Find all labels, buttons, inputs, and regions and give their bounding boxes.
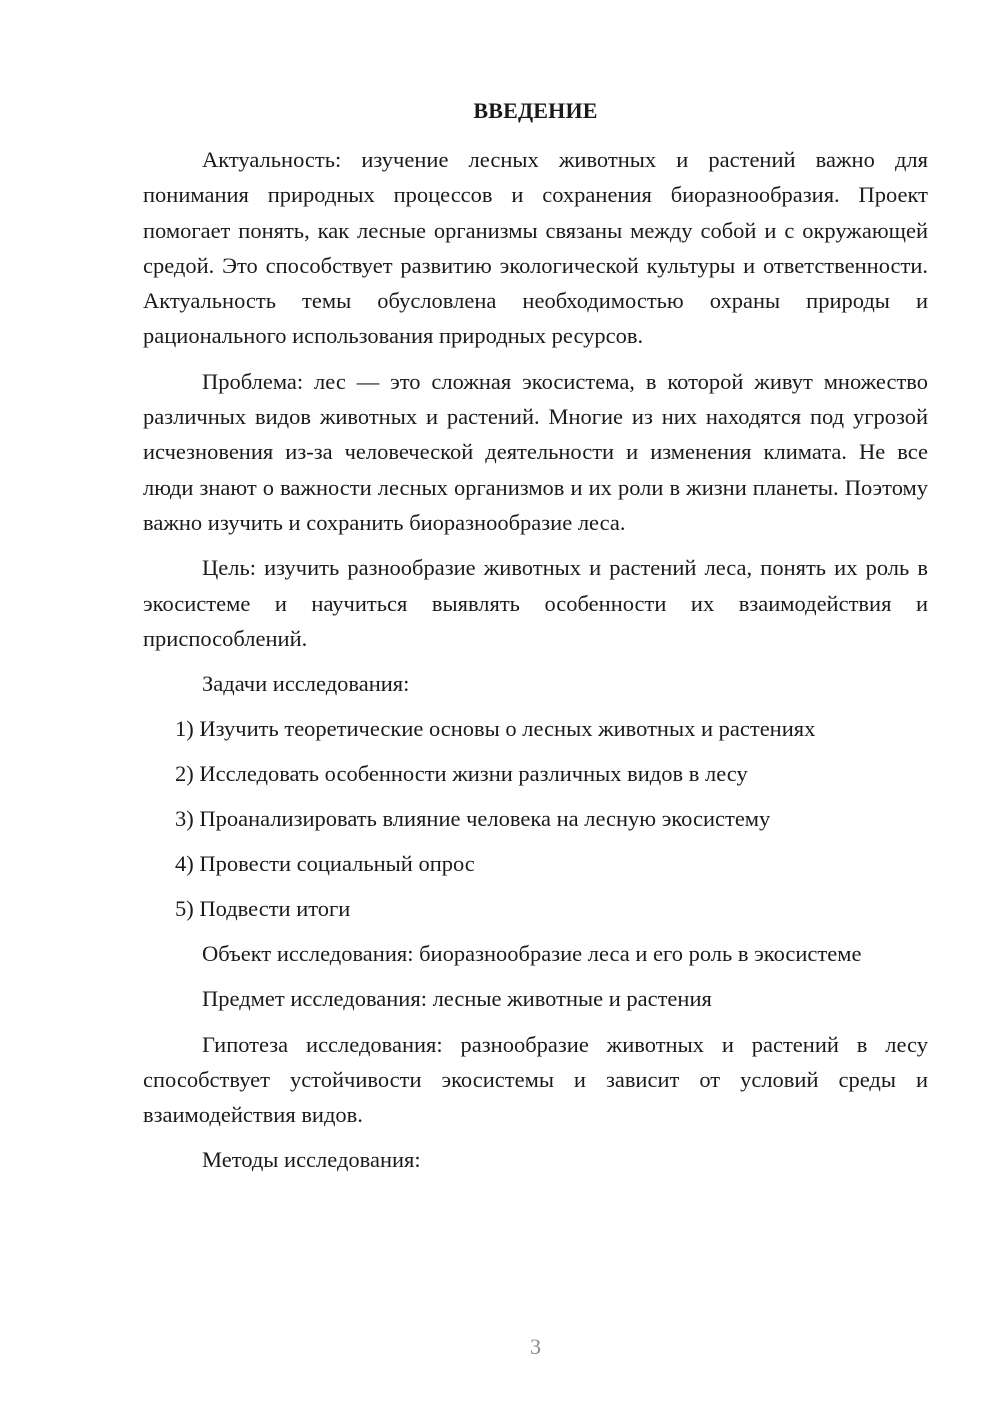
list-item: 3) Проанализировать влияние человека на лесную экосистему <box>175 806 771 832</box>
paragraph-problem: Проблема: лес — это сложная экосистема, в которой живут множество различных видов животных и растений. Многие из них находятся под угрозой исчезновения из-за человеческой деятельности и изменения климата. Не все люди знают о важности лесных организмов и их роли в жизни планеты. Поэтому важно изучить и сохранить биоразнообразие леса. <box>143 368 928 535</box>
paragraph-relevance: Актуальность: изучение лесных животных и растений важно для понимания природных процессов и сохранения биоразнообразия. Проект помогает понять, как лесные организмы связаны между собой и с окружающей средой. Это способствует развитию экологической культуры и ответственности. Актуальность темы обусловлена необходимостью охраны природы и рационального использования природных ресурсов. <box>143 147 928 349</box>
list-item: 4) Провести социальный опрос <box>175 851 475 877</box>
page-number: 3 <box>530 1334 541 1359</box>
document-body <box>143 142 928 1188</box>
paragraph-hypothesis: Гипотеза исследования: разнообразие животных и растений в лесу способствует устойчивости экосистемы и зависит от условий среды и взаимодействия видов. <box>143 1031 928 1128</box>
tasks-list <box>143 711 928 926</box>
tasks-heading: Задачи исследования: <box>202 671 410 697</box>
document-page <box>143 0 928 1414</box>
paragraph-object: Объект исследования: биоразнообразие леса и его роль в экосистеме <box>202 940 862 966</box>
list-item: 1) Изучить теоретические основы о лесных животных и растениях <box>175 716 816 742</box>
paragraph-subject: Предмет исследования: лесные животные и растения <box>202 986 712 1012</box>
list-item: 2) Исследовать особенности жизни различных видов в лесу <box>175 761 748 787</box>
methods-heading: Методы исследования: <box>202 1147 421 1173</box>
paragraph-goal: Цель: изучить разнообразие животных и растений леса, понять их роль в экосистеме и научиться выявлять особенности их взаимодействия и приспособлений. <box>143 555 928 651</box>
section-title: ВВЕДЕНИЕ <box>473 98 598 123</box>
list-item: 5) Подвести итоги <box>175 896 351 922</box>
